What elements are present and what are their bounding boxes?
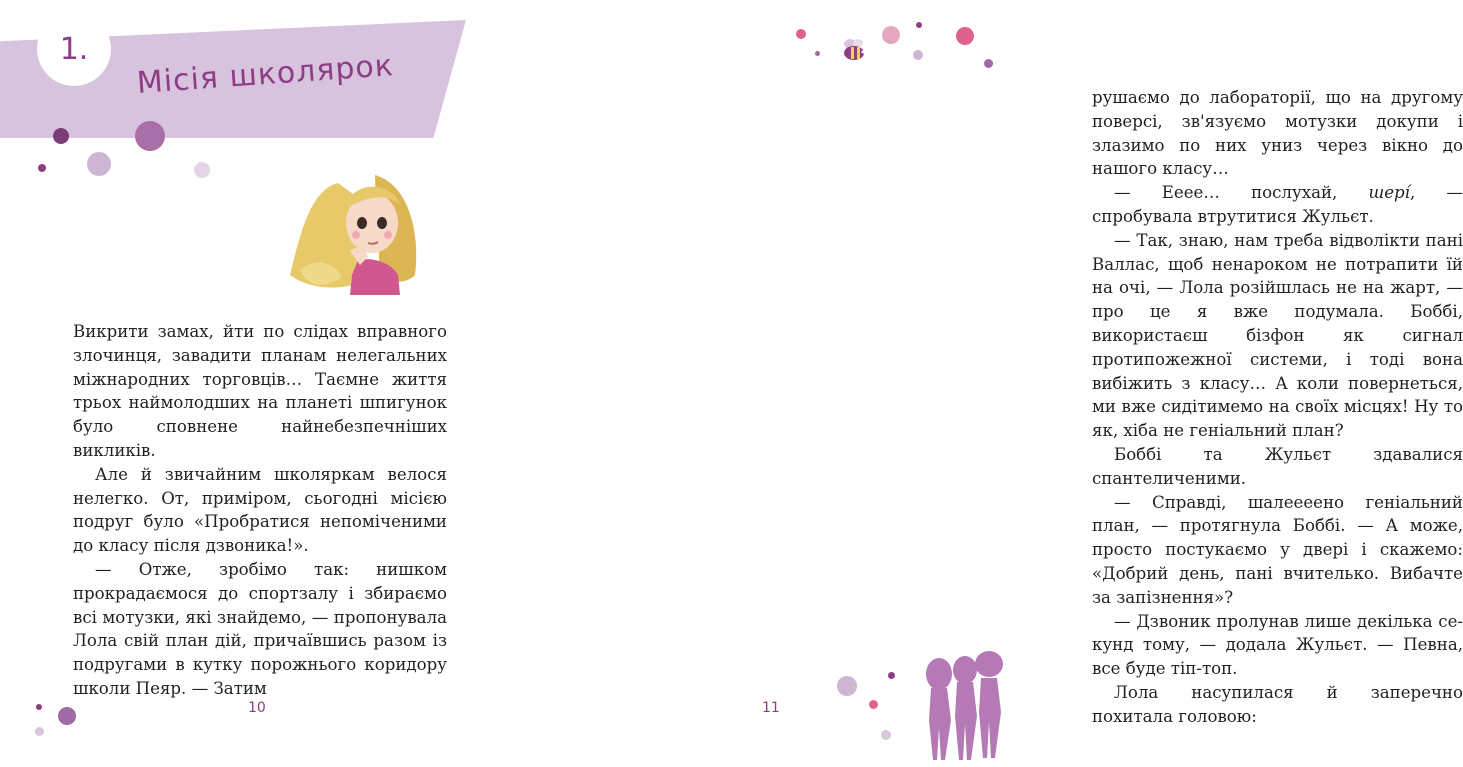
paragraph: Лола насупилася й заперечно похитала головою: (1092, 682, 1463, 726)
girls-silhouette-icon (917, 650, 1007, 762)
decor-dot (135, 121, 165, 151)
decor-dot (815, 51, 820, 56)
page-number: 11 (762, 700, 780, 716)
right-page (512, 0, 1463, 767)
paragraph: — Дзвоник пролунав лише декілька секунд тому, — додала Жульєт. — Певна, все буде тіп-топ. (1092, 611, 1463, 679)
decor-dot (194, 162, 210, 178)
paragraph: Боббі та Жульєт здавалися спантеличеними. (1092, 444, 1463, 488)
chapter-title: Місія школярок (135, 48, 395, 101)
decor-dot (881, 730, 891, 740)
decor-dot (869, 700, 878, 709)
decor-dot (35, 727, 44, 736)
paragraph: Але й звичайним школяркам велося нелегко. От, приміром, сьогодні місією подруг було «Пробратися непоміченими до класу після дзвоника!». (73, 464, 447, 556)
decor-dot (53, 128, 69, 144)
bee-icon (840, 38, 868, 62)
decor-dot (87, 152, 111, 176)
paragraph (1092, 181, 1463, 229)
decor-dot (888, 672, 895, 679)
paragraph-end: , — спробувала втрутитися Жульєт. (1092, 183, 1463, 226)
right-page-text (1092, 86, 1463, 729)
left-page-text (73, 320, 447, 701)
decor-dot (837, 676, 857, 696)
italic-word: шері́ (1368, 183, 1410, 203)
decor-dot (36, 704, 42, 710)
paragraph: — Так, знаю, нам треба відволікти пані Валлас, щоб ненароком не потрапити їй на очі, — Лола розійшлась не на жарт, — про це я вже подумала. Боббі, використаєш бізфон як сигнал протипожежної системи, і тоді вона вибіжить з класу… А коли повернеться, ми вже сидітимемо на своїх місцях! Ну то як, хіба не геніальний план? (1092, 230, 1463, 441)
paragraph: — Отже, зробімо так: нишком прокрадаємося до спортзалу і збираємо всі мотузки, які знайдемо, — пропонувала Лола свій план дій, причаївшись разом із подругами в кутку порожнього коридору школи Пеяр. — Затим (73, 559, 447, 698)
paragraph: рушаємо до лабораторії, що на другому поверсі, зв'язуємо мотузки докупи і злазимо по них униз через вікно до нашого класу… (1092, 88, 1463, 179)
decor-dot (796, 29, 806, 39)
decor-dot (38, 164, 46, 172)
paragraph: Викрити замах, йти по слідах вправного злочинця, завадити планам нелегальних міжнародних торговців… Таємне життя трьох наймолодших на планеті шпигунок було сповнене найнебезпечніших викликів. (73, 322, 447, 460)
decor-dot (916, 22, 922, 28)
page-number: 10 (248, 700, 266, 716)
decor-dot (882, 26, 900, 44)
decor-dot (984, 59, 993, 68)
chapter-number-circle (37, 12, 111, 86)
decor-dot (956, 27, 974, 45)
decor-dot (913, 50, 923, 60)
girl-with-blonde-hair-icon (280, 165, 430, 295)
paragraph: — Справді, шалеееено геніальний план, — протягнула Боббі. — А може, просто постукаємо у двері і скажемо: «Добрий день, пані вчителько. Вибачте за запізнення»? (1092, 492, 1463, 607)
decor-dot (58, 707, 76, 725)
left-page (0, 0, 512, 767)
paragraph-start: — Ееее… послухай, (1114, 183, 1369, 203)
chapter-number: 1. (59, 31, 89, 67)
